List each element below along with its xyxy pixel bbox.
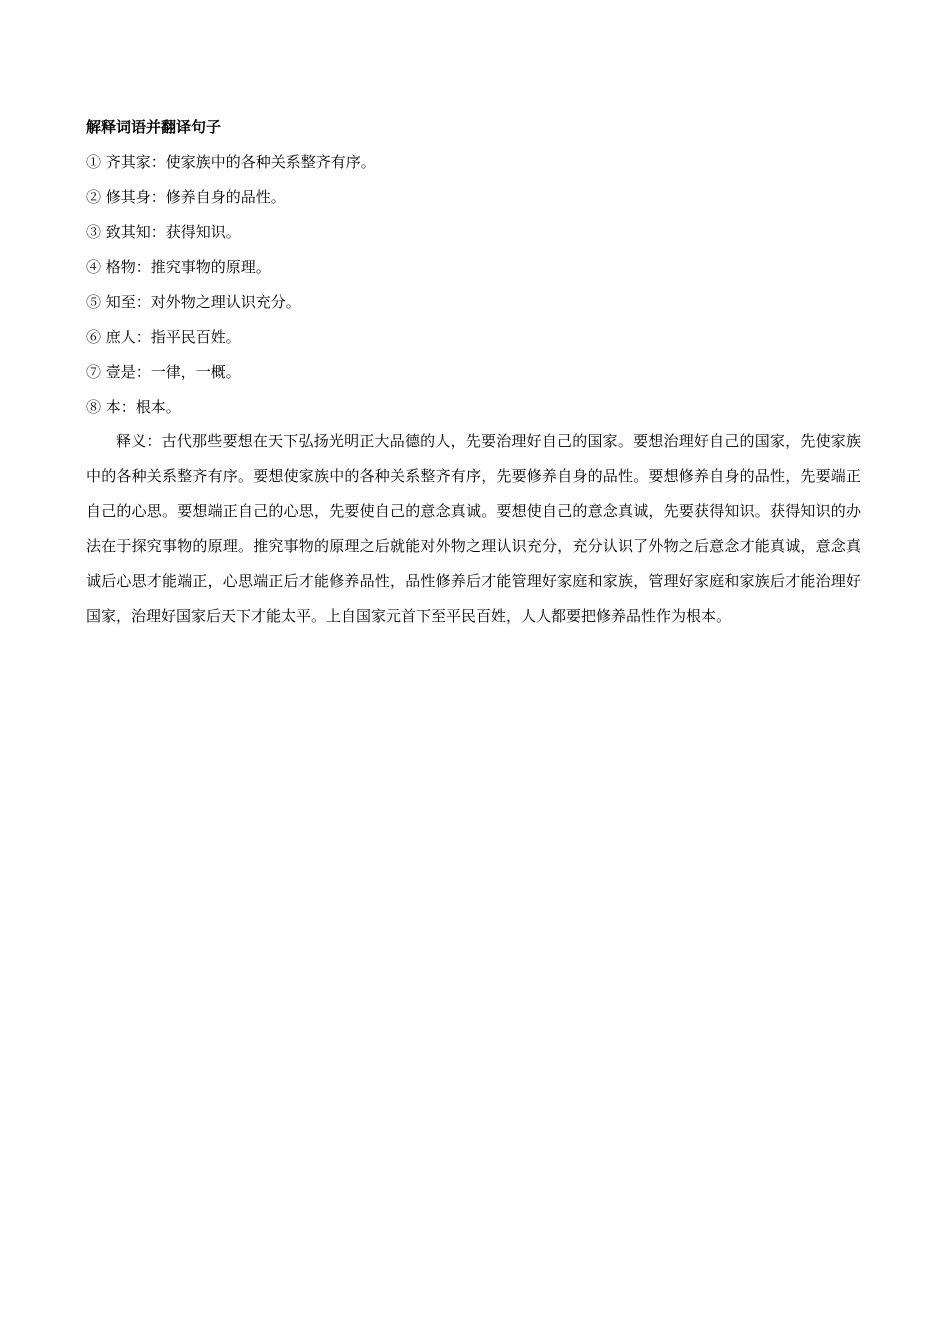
document-content — [86, 115, 866, 634]
term-item-1: ① 齐其家：使家族中的各种关系整齐有序。 — [86, 153, 376, 171]
term-item-2: ② 修其身：修养自身的品性。 — [86, 188, 286, 206]
term-item-5: ⑤ 知至：对外物之理认识充分。 — [86, 293, 301, 311]
term-item-8: ⑧ 本：根本。 — [86, 398, 181, 416]
term-item-6: ⑥ 庶人：指平民百姓。 — [86, 328, 241, 346]
term-item-3: ③ 致其知：获得知识。 — [86, 223, 241, 241]
term-item-7: ⑦ 壹是：一律，一概。 — [86, 363, 241, 381]
translation-paragraph: 释义：古代那些要想在天下弘扬光明正大品德的人，先要治理好自己的国家。要想治理好自己的国家，先使家族中的各种关系整齐有序。要想使家族中的各种关系整齐有序，先要修养自身的品性。要想修养自身的品性，先要端正自己的心思。要想端正自己的心思，先要使自己的意念真诚。要想使自己的意念真诚，先要获得知识。获得知识的办法在于探究事物的原理。推究事物的原理之后就能对外物之理认识充分，充分认识了外物之后意念才能真诚，意念真诚后心思才能端正，心思端正后才能修养品性，品性修养后才能管理好家庭和家族，管理好家庭和家族后才能治理好国家，治理好国家后天下才能太平。上自国家元首下至平民百姓，人人都要把修养品性作为根本。 — [86, 432, 861, 625]
term-item-4: ④ 格物：推究事物的原理。 — [86, 258, 271, 276]
section-heading: 解释词语并翻译句子 — [86, 118, 222, 136]
